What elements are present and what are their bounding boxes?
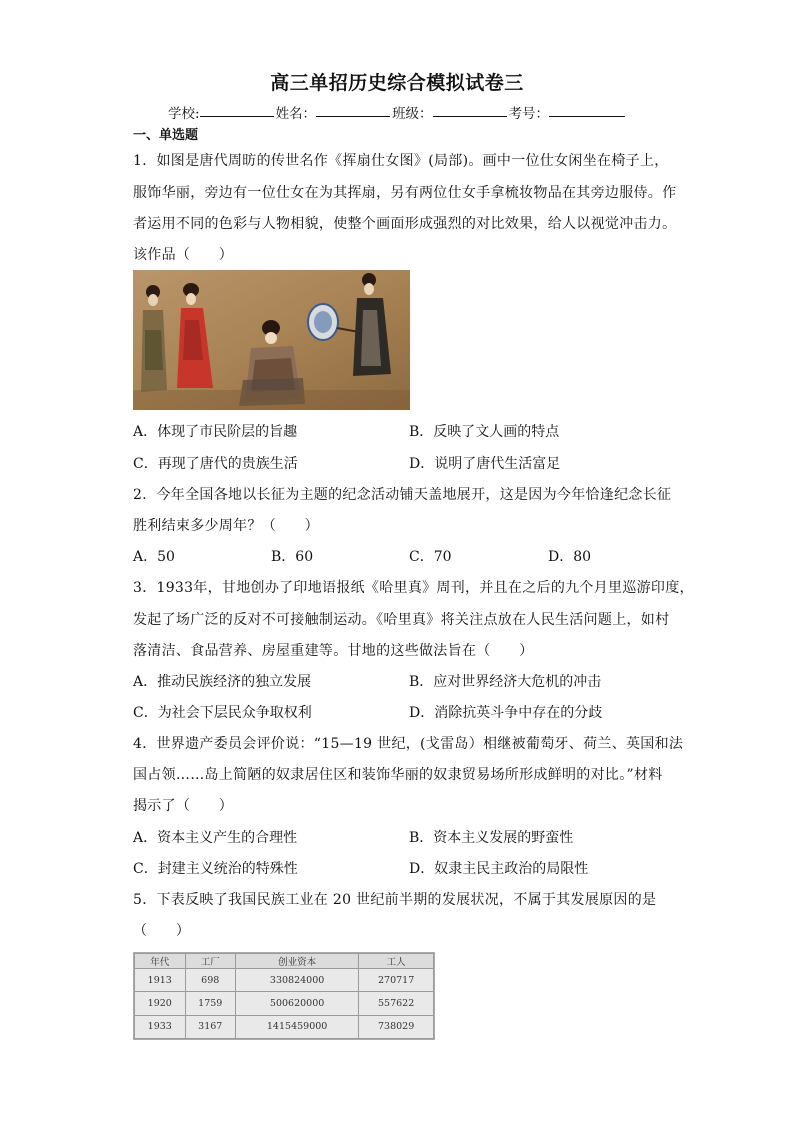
question-1-line: 者运用不同的色彩与人物相貌，使整个画面形成强烈的对比效果，给人以视觉冲击力。: [133, 216, 677, 232]
option-d: D．奴隶主民主政治的局限性: [409, 861, 589, 877]
table-cell: 1913: [135, 969, 186, 992]
question-1-line: 1．如图是唐代周昉的传世名作《挥扇仕女图》(局部)。画中一位仕女闲坐在椅子上，: [133, 153, 669, 169]
industry-table: [133, 952, 435, 1040]
table-cell: 738029: [359, 1015, 434, 1038]
painting-illustration: [133, 270, 410, 410]
option-d: D．消除抗英斗争中存在的分歧: [409, 705, 603, 721]
question-1-line: 该作品（ ）: [133, 247, 234, 263]
table-cell: 330824000: [236, 969, 359, 992]
exam-no-blank: [549, 102, 625, 117]
option-c: C．封建主义统治的特殊性: [133, 861, 298, 877]
question-2-line: 胜利结束多少周年？（ ）: [133, 518, 319, 534]
option-b: B．资本主义发展的野蛮性: [409, 830, 574, 846]
option-b: B．60: [271, 549, 314, 565]
option-b: B．反映了文人画的特点: [409, 424, 560, 440]
option-c: C．为社会下层民众争取权利: [133, 705, 312, 721]
school-label: 学校:: [168, 106, 200, 122]
option-a: A．50: [133, 549, 175, 565]
option-c: C．再现了唐代的贵族生活: [133, 456, 298, 472]
table-cell: 1415459000: [236, 1015, 359, 1038]
question-1-line: 服饰华丽，旁边有一位仕女在为其挥扇，另有两位仕女手拿梳妆物品在其旁边服侍。作: [133, 185, 677, 201]
section-title: 一、单选题: [133, 128, 199, 143]
table-header: 创业资本: [236, 954, 359, 969]
industry-data-table: [134, 953, 434, 1039]
option-d: D．说明了唐代生活富足: [409, 456, 561, 472]
table-header: 工厂: [185, 954, 236, 969]
school-blank: [200, 102, 274, 117]
table-cell: 270717: [359, 969, 434, 992]
table-header: 工人: [359, 954, 434, 969]
question-4-line: 揭示了（ ）: [133, 798, 234, 814]
table-header: 年代: [135, 954, 186, 969]
table-row: [135, 992, 434, 1015]
question-2-line: 2．今年全国各地以长征为主题的纪念活动铺天盖地展开，这是因为今年恰逢纪念长征: [133, 487, 672, 503]
question-3-line: 3．1933年，甘地创办了印地语报纸《哈里真》周刊，并且在之后的九个月里巡游印度，: [133, 580, 694, 596]
option-a: A．推动民族经济的独立发展: [133, 674, 312, 690]
table-row: [135, 969, 434, 992]
painting-image: [133, 270, 410, 410]
table-cell: 1920: [135, 992, 186, 1015]
question-3-line: 落清洁、食品营养、房屋重建等。甘地的这些做法旨在（ ）: [133, 643, 534, 659]
name-label: 姓名：: [275, 106, 317, 122]
question-4-line: 国占领……岛上简陋的奴隶居住区和装饰华丽的奴隶贸易场所形成鲜明的对比。”材料: [133, 767, 663, 783]
question-5-line: （ ）: [133, 923, 191, 939]
table-cell: 1933: [135, 1015, 186, 1038]
name-blank: [316, 102, 390, 117]
table-cell: 1759: [185, 992, 236, 1015]
table-cell: 3167: [185, 1015, 236, 1038]
option-d: D．80: [548, 549, 592, 565]
table-header-row: [135, 954, 434, 969]
class-blank: [433, 102, 507, 117]
option-a: A．体现了市民阶层的旨趣: [133, 424, 298, 440]
question-5-line: 5．下表反映了我国民族工业在 20 世纪前半期的发展状况，不属于其发展原因的是: [133, 892, 657, 908]
exam-title: 高三单招历史综合模拟试卷三: [270, 72, 524, 94]
question-4-line: 4．世界遗产委员会评价说：“15—19 世纪，(戈雷岛）相继被葡萄牙、荷兰、英国和法: [133, 736, 684, 752]
table-cell: 500620000: [236, 992, 359, 1015]
table-cell: 557622: [359, 992, 434, 1015]
option-a: A．资本主义产生的合理性: [133, 830, 298, 846]
exam-no-label: 考号：: [508, 106, 550, 122]
table-row: [135, 1015, 434, 1038]
question-3-line: 发起了场广泛的反对不可接触制运动。《哈里真》将关注点放在人民生活问题上，如村: [133, 612, 670, 628]
table-cell: 698: [185, 969, 236, 992]
class-label: 班级：: [392, 106, 433, 122]
option-c: C．70: [409, 549, 452, 565]
student-info-row: [168, 102, 627, 122]
option-b: B．应对世界经济大危机的冲击: [409, 674, 602, 690]
